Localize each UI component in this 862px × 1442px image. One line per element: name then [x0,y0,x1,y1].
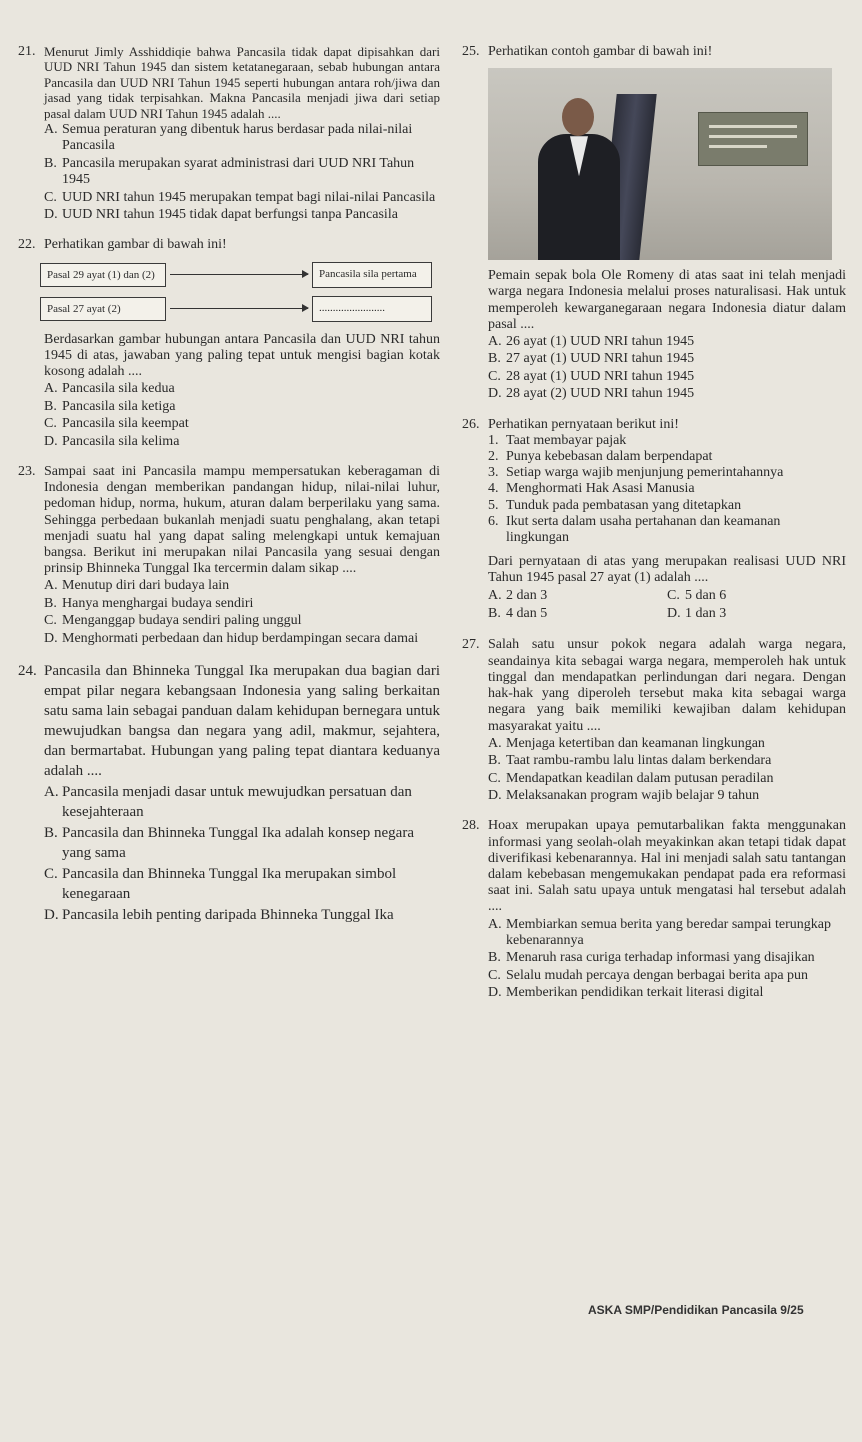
player-photo [488,68,832,260]
arrow-icon [170,308,308,309]
question-text: Pemain sepak bola Ole Romeny di atas saat ini telah menjadi warga negara Indonesia melalui proses naturalisasi. Hak untuk memperoleh kewarganegaraan negara Indonesia diatur dalam pasal .... [488,268,846,332]
option-d[interactable]: D. Pancasila lebih penting daripada Bhinneka Tunggal Ika [44,906,394,923]
option-b[interactable]: B. 4 dan 5 [488,606,548,622]
list-item: 4. Menghormati Hak Asasi Manusia [488,481,695,497]
option-c[interactable]: C. 28 ayat (1) UUD NRI tahun 1945 [488,368,695,384]
list-item: 2. Punya kebebasan dalam berpendapat [488,449,713,465]
question-number: 22. [18,237,36,253]
question-text: Sampai saat ini Pancasila mampu mempersatukan keberagaman di Indonesia dengan memberikan pandangan hidup, nilai-nilai luhur, pedoman hidup, norma, hukum, aturan dalam berperilaku yang sama. Sehingga perbedaan bukanlah menjadi suatu penghalang, akan tetapi menjadi suatu hal yang dapat saling melengkapi untuk kemajuan bangsa. Berikut ini merupakan nilai Pancasila yang sesuai dengan prinsip Bhinneka Tunggal Ika tercermin dalam sikap .... [44,463,440,577]
diagram-box-pasal-27: Pasal 27 ayat (2) [40,297,166,321]
list-item: 5. Tunduk pada pembatasan yang ditetapkan [488,497,742,513]
question-number: 21. [18,44,36,59]
option-a[interactable]: A. Pancasila sila kedua [44,381,175,397]
list-item: 3. Setiap warga wajib menjunjung pemerintahannya [488,465,784,481]
question-23 [18,464,440,647]
question-number: 28. [462,818,480,834]
question-text: Berdasarkan gambar hubungan antara Pancasila dan UUD NRI tahun 1945 di atas, jawaban yang paling tepat untuk mengisi bagian kotak kosong adalah .... [44,331,440,380]
question-intro: Perhatikan contoh gambar di bawah ini! [488,44,713,59]
question-intro: Perhatikan gambar di bawah ini! [44,237,227,253]
list-item: 1. Taat membayar pajak [488,432,627,448]
question-text: Menurut Jimly Asshiddiqie bahwa Pancasila tidak dapat dipisahkan dari UUD NRI Tahun 1945 dan sistem ketatanegaraan, sebab hubungan antara Pancasila dan UUD NRI Tahun 1945 seperti hubungan antara roh/jiwa dan jasad yang tidak terpisahkan. Makna Pancasila menjadi jiwa dari setiap pasal dalam UUD NRI Tahun 1945 adalah .... [44,44,440,121]
question-number: 25. [462,44,480,59]
option-a[interactable]: A. Pancasila menjadi dasar untuk mewujudkan persatuan dan kesejahteraan [44,783,412,820]
person-image [528,98,628,260]
option-b[interactable]: B. Pancasila sila ketiga [44,398,176,414]
statement-list [488,433,846,546]
list-item: 6. Ikut serta dalam usaha pertahanan dan keamanan lingkungan [488,513,781,546]
option-c[interactable]: C. 5 dan 6 [667,587,727,603]
option-c[interactable]: C. Selalu mudah percaya dengan berbagai berita apa pun [488,967,809,983]
question-22 [18,237,440,449]
option-d[interactable]: D. UUD NRI tahun 1945 tidak dapat berfungsi tanpa Pancasila [44,207,398,223]
question-number: 27. [462,637,480,653]
option-d[interactable]: D. 1 dan 3 [667,606,727,622]
option-d[interactable]: D. Melaksanakan program wajib belajar 9 tahun [488,787,760,803]
question-text: Dari pernyataan di atas yang merupakan realisasi UUD NRI Tahun 1945 pasal 27 ayat (1) adalah .... [488,554,846,586]
diagram-box-pasal-29: Pasal 29 ayat (1) dan (2) [40,263,166,287]
option-b[interactable]: B. 27 ayat (1) UUD NRI tahun 1945 [488,351,695,367]
question-27 [462,637,846,804]
option-c[interactable]: C. Pancasila sila keempat [44,416,189,432]
question-24 [18,661,440,925]
option-d[interactable]: D. Menghormati perbedaan dan hidup berdampingan secara damai [44,630,419,646]
relation-diagram [40,262,432,322]
wall-sign-image [698,112,808,166]
question-number: 23. [18,463,36,479]
option-c[interactable]: C. Pancasila dan Bhinneka Tunggal Ika merupakan simbol kenegaraan [44,865,397,902]
question-28 [462,818,846,1001]
option-b[interactable]: B. Hanya menghargai budaya sendiri [44,595,254,611]
question-number: 26. [462,416,480,432]
option-b[interactable]: B. Pancasila merupakan syarat administrasi dari UUD NRI Tahun 1945 [44,155,415,188]
option-a[interactable]: A. Membiarkan semua berita yang beredar sampai terungkap kebenarannya [488,916,831,948]
question-number: 24. [18,662,37,679]
arrow-icon [170,274,308,275]
question-26 [462,417,846,624]
diagram-box-sila-pertama: Pancasila sila pertama [312,262,432,288]
question-25 [462,44,846,403]
diagram-box-empty: ........................ [312,296,432,322]
right-column [462,44,846,1016]
option-c[interactable]: C. Menganggap budaya sendiri paling unggul [44,613,302,629]
page-footer: ASKA SMP/Pendidikan Pancasila 9/25 [588,1303,804,1317]
option-b[interactable]: B. Menaruh rasa curiga terhadap informasi yang disajikan [488,950,815,966]
option-a[interactable]: A. 2 dan 3 [488,587,548,603]
option-a[interactable]: A. 26 ayat (1) UUD NRI tahun 1945 [488,334,695,350]
option-c[interactable]: C. UUD NRI tahun 1945 merupakan tempat bagi nilai-nilai Pancasila [44,189,436,205]
option-a[interactable]: A. Menjaga ketertiban dan keamanan lingkungan [488,735,765,751]
option-c[interactable]: C. Mendapatkan keadilan dalam putusan peradilan [488,770,774,786]
option-d[interactable]: D. Pancasila sila kelima [44,433,180,449]
question-text: Hoax merupakan upaya pemutarbalikan fakta menggunakan informasi yang seolah-olah meyakinkan akan tetapi tidak dapat diverifikasi kebenarannya. Hal ini menjadi salah satu tantangan dalam kebebasan mengemukakan pendapat pada era reformasi saat ini. Salah satu upaya untuk mengatasi hal tersebut adalah .... [488,818,846,915]
option-a[interactable]: A. Semua peraturan yang dibentuk harus berdasar pada nilai-nilai Pancasila [44,122,413,154]
option-b[interactable]: B. Taat rambu-rambu lalu lintas dalam berkendara [488,753,772,769]
question-21 [18,44,440,223]
option-b[interactable]: B. Pancasila dan Bhinneka Tunggal Ika adalah konsep negara yang sama [44,824,414,861]
question-intro: Perhatikan pernyataan berikut ini! [488,416,679,432]
question-text: Pancasila dan Bhinneka Tunggal Ika merupakan dua bagian dari empat pilar negara kebangsaan Indonesia yang saling berkaitan satu sama lain sebagai panduan dalam kehidupan bernegara untuk mewujudkan bangsa dan negara yang adil, makmur, sejahtera, dan bermartabat. Hubungan yang paling tepat diantara keduanya adalah .... [44,662,440,779]
option-d[interactable]: D. 28 ayat (2) UUD NRI tahun 1945 [488,386,695,402]
question-text: Salah satu unsur pokok negara adalah warga negara, seandainya kita sebagai warga negara, memperoleh hak untuk tinggal dan mendapatkan perlindungan dari negara. Dengan hak-hak yang diperoleh tersebut maka kita sebagai warga negara yang baik memiliki kewajiban dalam kehidupan masyarakat yaitu .... [488,637,846,734]
left-column [18,44,440,939]
option-d[interactable]: D. Memberikan pendidikan terkait literasi digital [488,985,764,1001]
option-a[interactable]: A. Menutup diri dari budaya lain [44,578,230,594]
